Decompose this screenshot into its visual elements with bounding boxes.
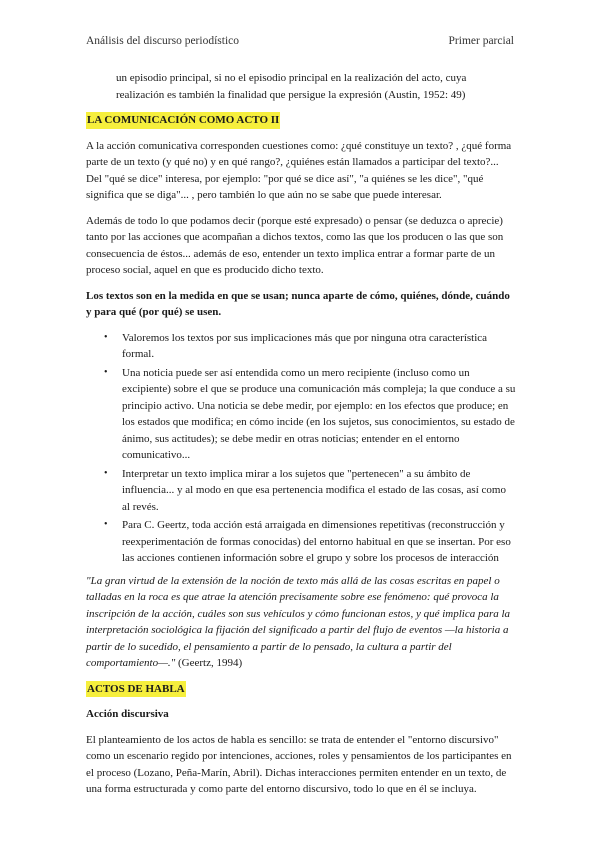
paragraph-bold-textos: Los textos son en la medida en que se usan; nunca aparte de cómo, quiénes, dónde, cuándo y para qué (por qué) se usen. [86,289,510,318]
section-heading-comunicacion: LA COMUNICACIÓN COMO ACTO II [86,112,280,129]
list-item: • Una noticia puede ser así entendida como un mero recipiente (incluso como un excipiente) sobre el que se produce una comunicación más compleja; la que conduce a su principio activo. Una noticia se debe medir, por ejemplo: en los efectos que produce; en los estados que modifica; en cómo incide (en los sujetos, sus conocimientos, su estado de ánimo, sus actitudes); se debe medir en otras noticias; entender en el entorno comunicativo... [122,365,516,464]
list-item: • Interpretar un texto implica mirar a los sujetos que "pertenecen" a su ámbito de influencia... y al modo en que esa pertenencia modifica el estado de las cosas, así como al revés. [122,466,516,516]
quote-text: "La gran virtud de la extensión de la noción de texto más allá de las cosas escritas en papel o talladas en la roca es que atrae la atención precisamente sobre ese fenómeno: qué provoca la inscripción de la acción, cuáles son sus vehículos y cómo funcionan estos, y qué implica para la interpretación sociológica la fijación del significado a partir del flujo de eventos —la historia a partir de lo sucedido, el pensamiento a partir de lo pensado, la cultura a partir del comportamiento—." [86,574,511,669]
header-course-title: Análisis del discurso periodístico [86,35,239,47]
section-heading-actos: ACTOS DE HABLA [86,681,186,698]
header-exam-label: Primer parcial [448,35,514,47]
list-item: • Para C. Geertz, toda acción está arraigada en dimensiones repetitivas (reconstrucción y reexperimentación de formas conocidas) del entorno habitual en que se insertan. Por eso las acciones contienen información sobre el grupo y sobre los procesos de interacción [122,517,516,567]
quote-citation: (Geertz, 1994) [175,657,243,669]
bullet-list [86,330,516,567]
paragraph-planteamiento: El planteamiento de los actos de habla es sencillo: se trata de entender el "entorno discursivo" como un escenario regido por intenciones, acciones, roles y pensamientos de los participantes en el proceso (Lozano, Peña-Marín, Abril). Dichas interacciones permiten entender en un texto, de una forma estructurada y como parte del entorno discursivo, todo lo que en él se incluya. [86,733,512,795]
document-body [86,70,516,807]
geertz-quote [86,573,516,672]
paragraph-accion-comunicativa: A la acción comunicativa corresponden cuestiones como: ¿qué constituye un texto? , ¿qué forma parte de un texto (y qué no) y en qué rango?, ¿quiénes están llamados a participar del texto?... Del "qué se dice" interesa, por ejemplo: "por qué se dice así", "a quiénes se les dice", "qué significa que se diga"... , pero también lo que aún no se sabe que puede interesar. [86,139,512,201]
subheading-accion-discursiva: Acción discursiva [86,708,169,720]
list-item: • Valoremos los textos por sus implicaciones más que por ninguna otra característica formal. [122,330,516,363]
intro-quote-continuation: un episodio principal, si no el episodio principal en la realización del acto, cuya realización es también la finalidad que persigue la expresión (Austin, 1952: 49) [116,72,467,101]
paragraph-ademas: Además de todo lo que podamos decir (porque esté expresado) o pensar (se deduzca o aprecie) tanto por las acciones que acompañan a dichos textos, como las que los producen o las que son consecuencia de éstos... además de eso, entender un texto implica entrar a formar parte de un proceso social, aquel en que es producido dicho texto. [86,214,504,276]
